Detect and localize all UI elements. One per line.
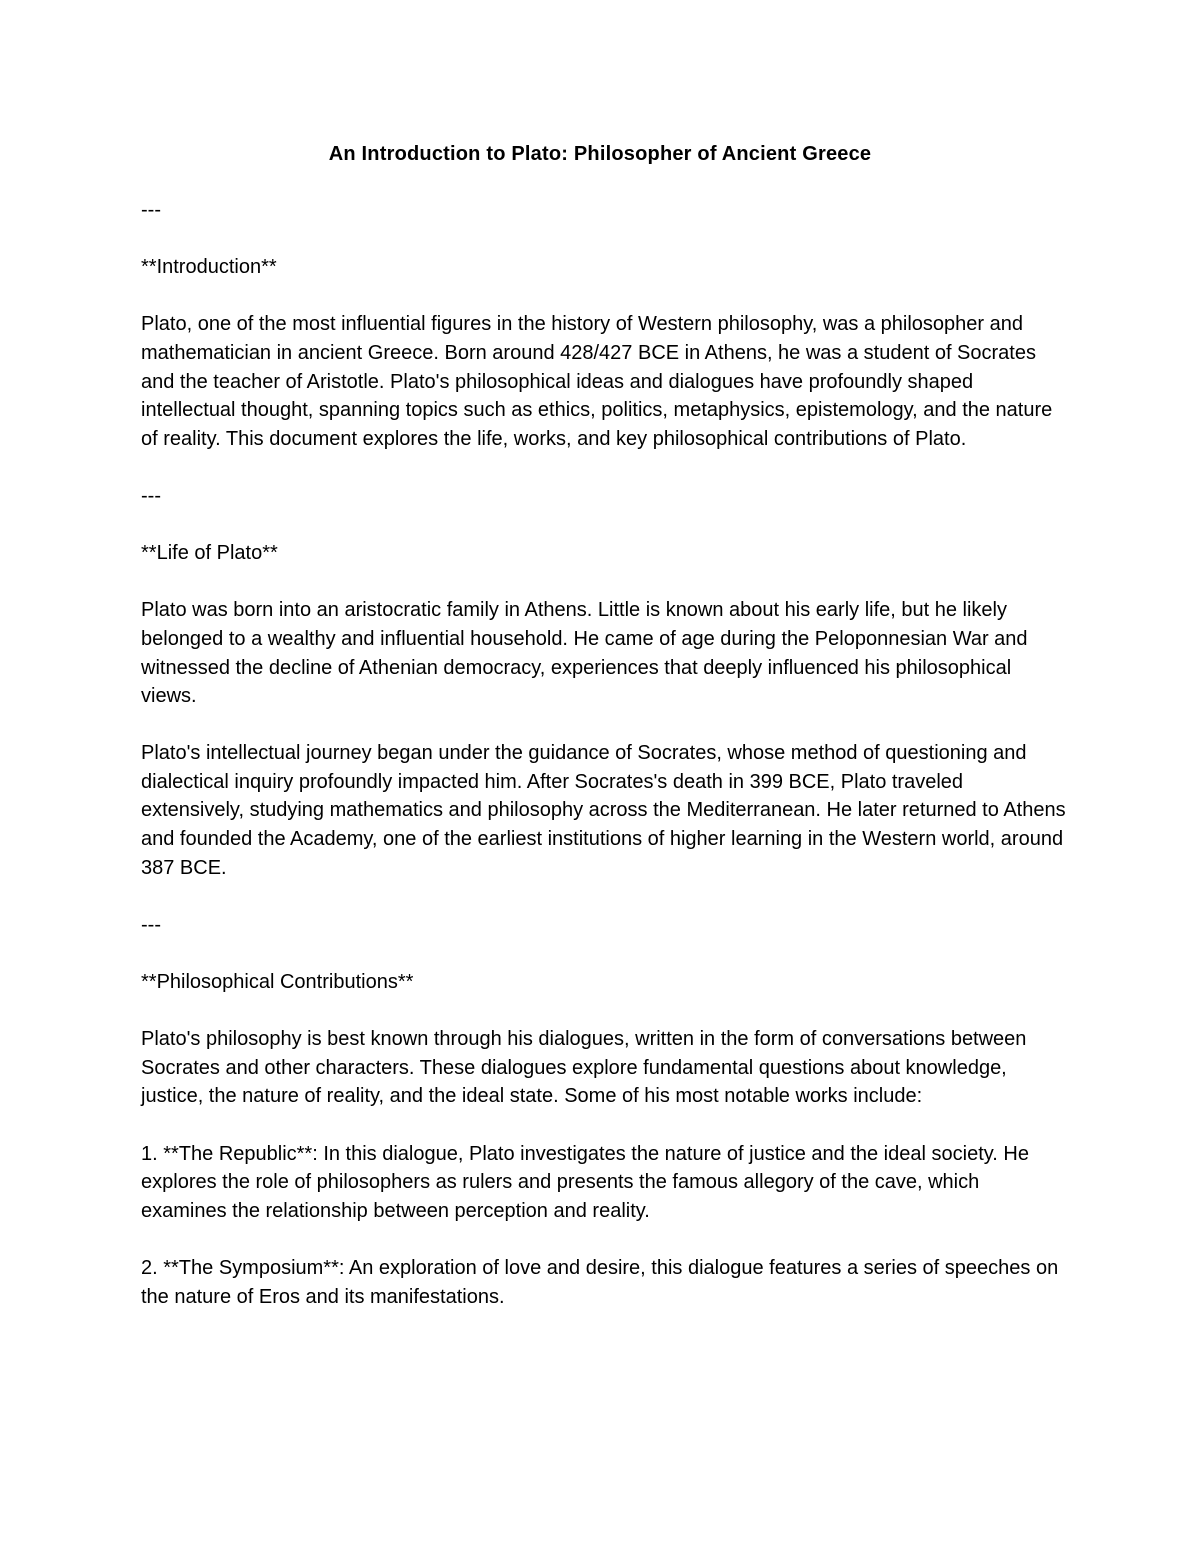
paragraph-life-2: Plato's intellectual journey began under the guidance of Socrates, whose method of questioning and dialectical inquiry profoundly impacted him. After Socrates's death in 399 BCE, Plato traveled extensively, studying mathematics and philosophy across the Mediterranean. He later returned to Athens and founded the Academy, one of the earliest institutions of higher learning in the Western world, around 387 BCE. (141, 742, 1066, 879)
section-heading-life: **Life of Plato** (141, 542, 278, 565)
section-heading-contributions: **Philosophical Contributions** (141, 971, 414, 994)
paragraph-contributions: Plato's philosophy is best known through his dialogues, written in the form of conversations between Socrates and other characters. These dialogues explore fundamental questions about knowledge, justice, the nature of reality, and the ideal state. Some of his most notable works include: (141, 1028, 1027, 1108)
document-body (141, 196, 1066, 1340)
list-item-republic: 1. **The Republic**: In this dialogue, Plato investigates the nature of justice and the ideal society. He explores the role of philosophers as rulers and presents the famous allegory of the cave, which examines the relationship between perception and reality. (141, 1142, 1029, 1222)
paragraph-life-1: Plato was born into an aristocratic family in Athens. Little is known about his early life, but he likely belonged to a wealthy and influential household. He came of age during the Peloponnesian War and witnessed the decline of Athenian democracy, experiences that deeply influenced his philosophical views. (141, 599, 1028, 708)
separator: --- (141, 913, 161, 936)
section-heading-introduction: **Introduction** (141, 256, 277, 279)
separator: --- (141, 484, 161, 507)
list-item-symposium: 2. **The Symposium**: An exploration of love and desire, this dialogue features a series of speeches on the nature of Eros and its manifestations. (141, 1256, 1059, 1308)
separator: --- (141, 199, 161, 221)
document-title: An Introduction to Plato: Philosopher of Ancient Greece (328, 143, 872, 165)
paragraph-introduction: Plato, one of the most influential figures in the history of Western philosophy, was a philosopher and mathematician in ancient Greece. Born around 428/427 BCE in Athens, he was a student of Socrates and the teacher of Aristotle. Plato's philosophical ideas and dialogues have profoundly shaped intellectual thought, spanning topics such as ethics, politics, metaphysics, epistemology, and the nature of reality. This document explores the life, works, and key philosophical contributions of Plato. (141, 313, 1053, 450)
